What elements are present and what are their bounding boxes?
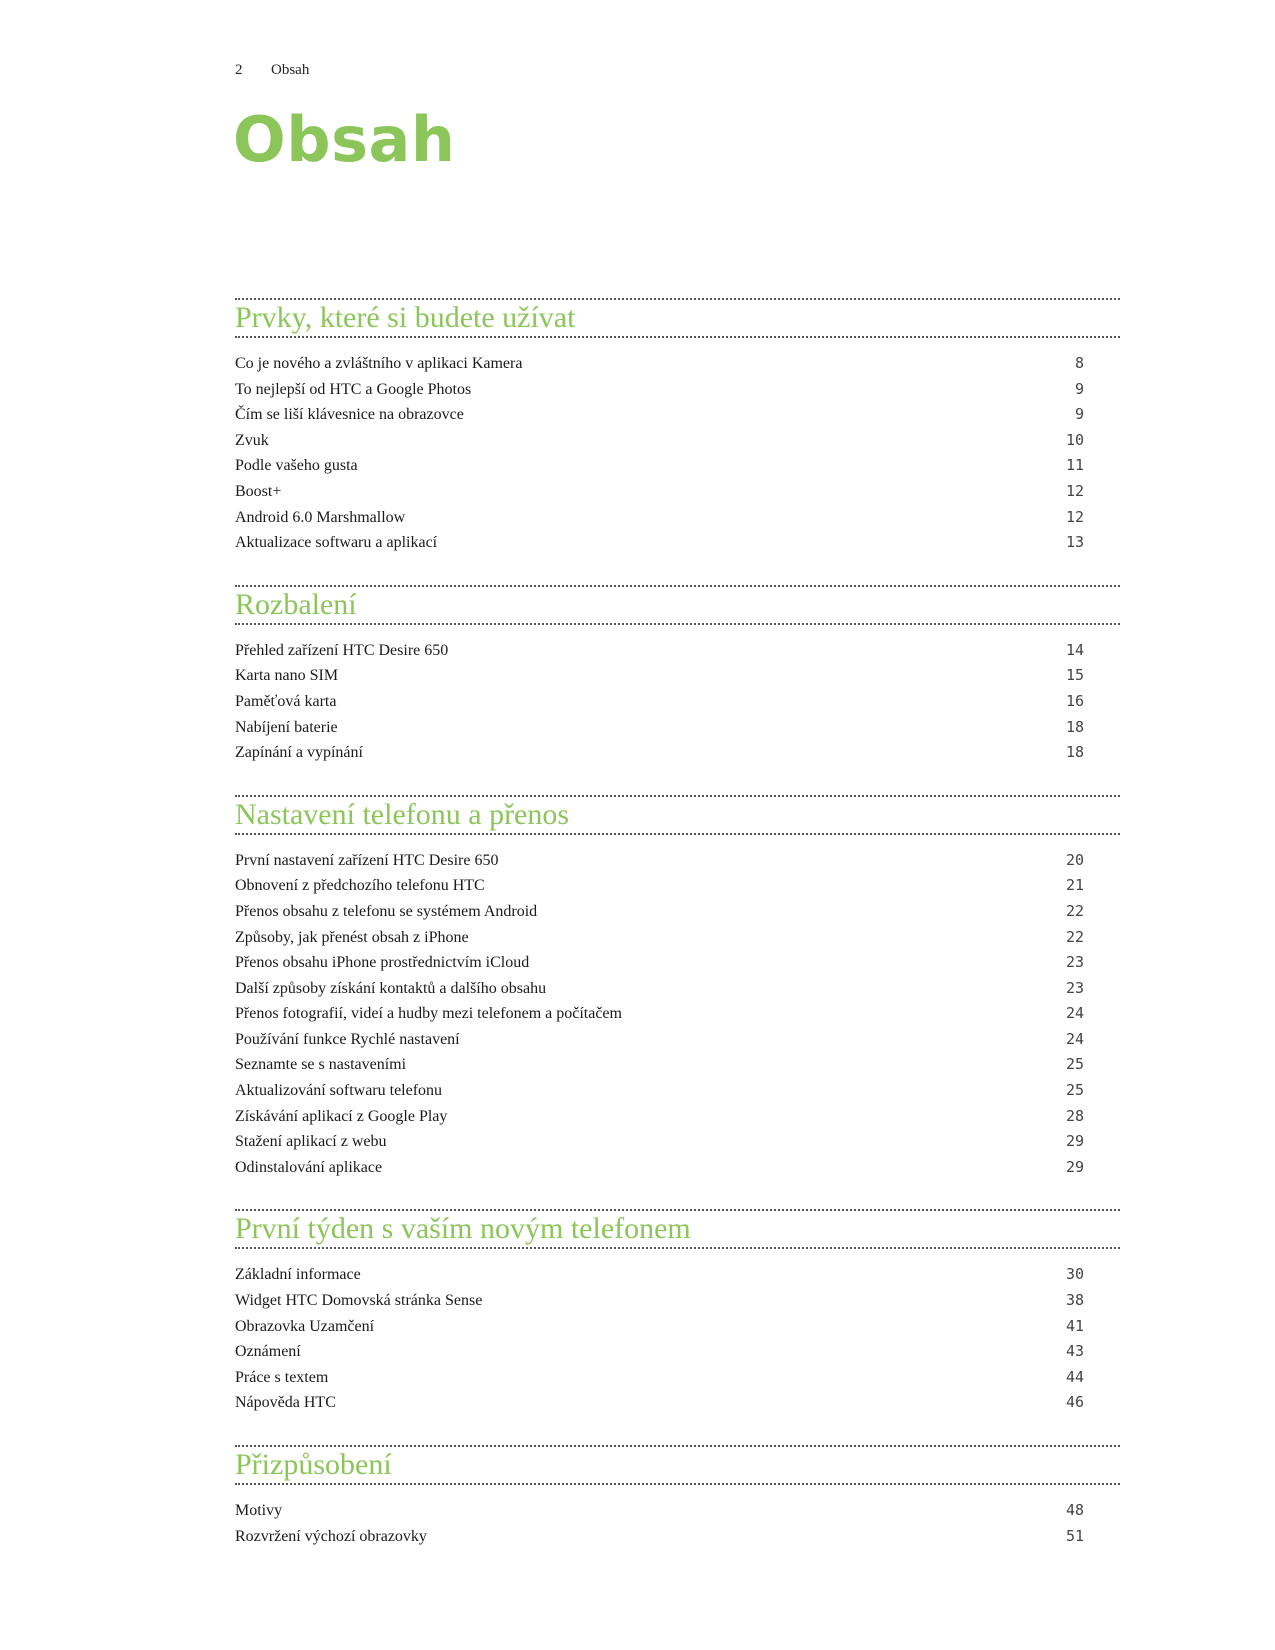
toc-entry[interactable]	[235, 1527, 1120, 1553]
entry-page-number: 14	[1065, 640, 1084, 659]
entry-page-number: 29	[1065, 1132, 1084, 1151]
entry-page-number: 25	[1065, 1081, 1084, 1100]
section-title[interactable]: Prvky, které si budete užívat	[235, 301, 576, 334]
toc-entry[interactable]	[235, 1317, 1120, 1343]
section-title[interactable]: Nastavení telefonu a přenos	[235, 797, 570, 831]
entry-label: Motivy	[235, 1502, 283, 1519]
toc-entry[interactable]	[235, 1501, 1120, 1527]
entry-page-number: 48	[1065, 1501, 1084, 1519]
toc-section-prvni-tyden	[235, 1209, 1120, 1419]
entry-page-number: 44	[1065, 1367, 1084, 1386]
entry-page-number: 21	[1065, 876, 1084, 895]
entry-page-number: 8	[1074, 354, 1084, 372]
entry-page-number: 18	[1065, 717, 1084, 736]
toc-entry[interactable]	[235, 1158, 1120, 1184]
entry-label: Aktualizování softwaru telefonu	[235, 1082, 443, 1100]
header-running-title: Obsah	[271, 62, 310, 78]
section-title[interactable]: Přizpůsobení	[235, 1448, 392, 1481]
entry-label: Nabíjení baterie	[235, 718, 338, 736]
entry-label: Odinstalování aplikace	[235, 1158, 383, 1176]
entry-label: Widget HTC Domovská stránka Sense	[235, 1292, 483, 1310]
entry-label: Oznámení	[235, 1343, 301, 1361]
section-header	[235, 1445, 1120, 1485]
entry-label: Stažení aplikací z webu	[235, 1133, 387, 1151]
section-title[interactable]: První týden s vaším novým telefonem	[235, 1212, 691, 1246]
entry-label: Čím se liší klávesnice na obrazovce	[235, 406, 464, 424]
entry-page-number: 23	[1065, 978, 1084, 997]
entry-page-number: 24	[1065, 1029, 1084, 1048]
entry-label: Přenos obsahu z telefonu se systémem Android	[235, 902, 538, 920]
toc-entry[interactable]	[235, 482, 1120, 508]
entry-page-number: 16	[1065, 691, 1084, 710]
entry-label: Zapínání a vypínání	[235, 744, 363, 762]
entry-label: Používání funkce Rychlé nastavení	[235, 1030, 460, 1048]
entry-label: Přenos obsahu iPhone prostřednictvím iCloud	[235, 954, 530, 972]
entry-page-number: 9	[1074, 379, 1084, 398]
entry-page-number: 43	[1065, 1342, 1084, 1361]
toc-entry[interactable]	[235, 405, 1120, 431]
entry-page-number: 30	[1065, 1265, 1084, 1284]
entry-label: Karta nano SIM	[235, 667, 339, 685]
toc-entry[interactable]	[235, 876, 1120, 902]
toc-entry[interactable]	[235, 1368, 1120, 1394]
entry-page-number: 22	[1065, 927, 1084, 946]
toc-entry[interactable]	[235, 1393, 1120, 1419]
toc-entry[interactable]	[235, 953, 1120, 979]
entry-label: To nejlepší od HTC a Google Photos	[235, 380, 472, 398]
toc-entry[interactable]	[235, 851, 1120, 877]
entry-page-number: 12	[1065, 507, 1084, 526]
section-header	[235, 1209, 1120, 1249]
entry-label: Podle vašeho gusta	[235, 457, 358, 475]
toc-entry[interactable]	[235, 533, 1120, 559]
section-title[interactable]: Rozbalení	[235, 587, 357, 621]
entry-label: Paměťová karta	[235, 692, 337, 710]
toc-entry[interactable]	[235, 1342, 1120, 1368]
entry-page-number: 29	[1065, 1157, 1084, 1176]
toc-entry[interactable]	[235, 641, 1120, 667]
toc-entry[interactable]	[235, 1030, 1120, 1056]
toc-entry[interactable]	[235, 718, 1120, 744]
entry-label: Seznamte se s nastaveními	[235, 1056, 407, 1074]
entry-page-number: 24	[1065, 1004, 1084, 1023]
toc-entry[interactable]	[235, 431, 1120, 457]
toc-entry[interactable]	[235, 1055, 1120, 1081]
toc-entry[interactable]	[235, 354, 1120, 380]
entry-page-number: 12	[1065, 481, 1084, 500]
entry-page-number: 41	[1065, 1316, 1084, 1335]
toc-entry[interactable]	[235, 1107, 1120, 1133]
section-header	[235, 585, 1120, 625]
entry-page-number: 38	[1065, 1291, 1084, 1310]
entry-page-number: 11	[1065, 456, 1084, 475]
toc-entry[interactable]	[235, 1291, 1120, 1317]
entry-page-number: 18	[1065, 743, 1084, 762]
entry-label: Aktualizace softwaru a aplikací	[235, 534, 438, 552]
entry-label: Přenos fotografií, videí a hudby mezi telefonem a počítačem	[235, 1005, 622, 1023]
toc-entry[interactable]	[235, 692, 1120, 718]
section-header	[235, 795, 1120, 835]
toc-entry[interactable]	[235, 743, 1120, 769]
toc-section-prvky	[235, 298, 1120, 559]
page-title: Obsah	[233, 103, 456, 176]
entry-label: Android 6.0 Marshmallow	[235, 508, 406, 526]
toc-section-prizpusobeni	[235, 1445, 1120, 1552]
toc-entry[interactable]	[235, 902, 1120, 928]
entry-label: Rozvržení výchozí obrazovky	[235, 1527, 427, 1545]
entry-page-number: 10	[1065, 430, 1084, 449]
section-header	[235, 298, 1120, 338]
entry-label: Obrazovka Uzamčení	[235, 1317, 375, 1335]
toc-section-nastaveni	[235, 795, 1120, 1184]
toc-entry[interactable]	[235, 508, 1120, 534]
entry-page-number: 9	[1074, 405, 1084, 424]
toc-entry[interactable]	[235, 456, 1120, 482]
entry-label: Boost+	[235, 482, 282, 500]
entry-label: Způsoby, jak přenést obsah z iPhone	[235, 928, 469, 946]
entry-page-number: 15	[1065, 666, 1084, 685]
toc-entry[interactable]	[235, 1004, 1120, 1030]
toc-entry[interactable]	[235, 666, 1120, 692]
entry-page-number: 13	[1065, 533, 1084, 552]
entry-page-number: 51	[1065, 1526, 1084, 1545]
toc-entry[interactable]	[235, 1265, 1120, 1291]
entry-label: Nápověda HTC	[235, 1394, 336, 1412]
toc-entry[interactable]	[235, 979, 1120, 1005]
entry-page-number: 28	[1065, 1106, 1084, 1125]
table-of-contents	[235, 298, 1120, 1578]
entry-label: Obnovení z předchozího telefonu HTC	[235, 877, 485, 895]
entry-page-number: 25	[1065, 1055, 1084, 1074]
entry-page-number: 23	[1065, 953, 1084, 972]
entry-page-number: 46	[1065, 1393, 1084, 1412]
toc-entry[interactable]	[235, 1132, 1120, 1158]
entry-label: Přehled zařízení HTC Desire 650	[235, 641, 449, 659]
entry-page-number: 22	[1065, 901, 1084, 920]
entry-label: Získávání aplikací z Google Play	[235, 1107, 448, 1125]
entry-label: Práce s textem	[235, 1368, 329, 1386]
toc-entry[interactable]	[235, 1081, 1120, 1107]
toc-entry[interactable]	[235, 380, 1120, 406]
entry-label: První nastavení zařízení HTC Desire 650	[235, 851, 499, 869]
entry-label: Další způsoby získání kontaktů a dalšího obsahu	[235, 979, 547, 997]
toc-section-rozbaleni	[235, 585, 1120, 769]
entry-label: Co je nového a zvláštního v aplikaci Kamera	[235, 355, 523, 372]
entry-label: Zvuk	[235, 431, 269, 449]
running-header	[235, 62, 309, 79]
header-page-number: 2	[235, 62, 243, 78]
entry-page-number: 20	[1065, 850, 1084, 869]
entry-label: Základní informace	[235, 1266, 361, 1284]
toc-entry[interactable]	[235, 928, 1120, 954]
